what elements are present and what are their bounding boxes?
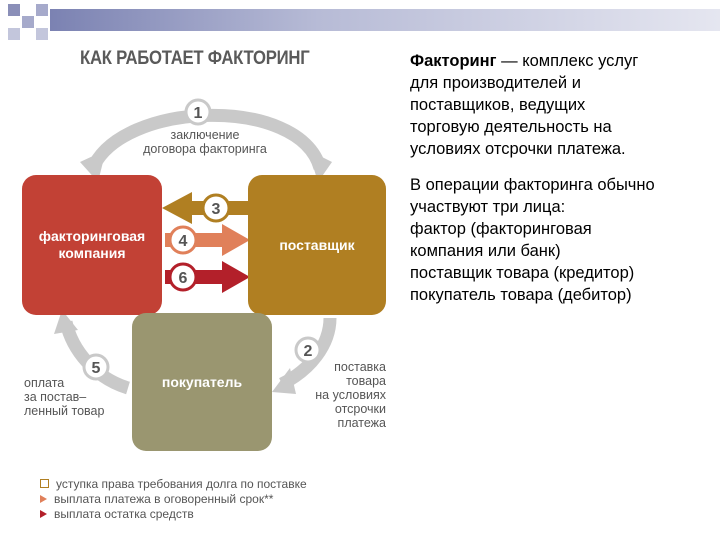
step-2-label-line: товара [346,374,386,388]
supplier-label: поставщик [279,236,355,253]
definition-line: условиях отсрочки платежа. [410,140,626,158]
step-5-label [24,376,134,418]
arrow-4-head [222,224,250,256]
step-1-label [130,128,280,156]
step-2-label [290,360,386,430]
step-5-label-line: за постав– [24,390,87,404]
step-4-number: 4 [178,233,188,250]
factor-company-box [22,175,162,315]
participants-line: компания или банк) [410,242,561,260]
definition-line: для производителей и [410,74,581,92]
definition-first-line [410,50,715,72]
legend-square-marker [40,479,49,488]
definition-paragraph [410,50,715,160]
step-5-label-line: ленный товар [24,404,105,418]
participants-line: участвуют три лица: [410,198,566,216]
factor-company-label-line1: факторинговая [38,228,146,244]
description-text [410,50,715,320]
legend-item [40,491,307,506]
arrow-6-head [222,261,250,293]
step-2-label-line: отсрочки [334,402,386,416]
buyer-label: покупатель [161,373,243,390]
legend-item-text: выплата платежа в оговоренный срок** [54,491,274,506]
legend-item [40,506,307,521]
legend-triangle-marker [40,510,47,518]
definition-rest: — комплекс услуг [496,52,639,70]
participants-paragraph [410,174,715,306]
diagram-title: КАК РАБОТАЕТ ФАКТОРИНГ [80,48,310,69]
step-5-label-line: оплата [24,376,65,390]
factor-company-label-line2: компания [58,245,126,261]
definition-term: Факторинг [410,52,497,70]
supplier-box [248,175,386,315]
step-2-label-line: поставка [334,360,386,374]
participants-line: В операции факторинга обычно [410,176,655,194]
participants-line: фактор (факторинговая [410,220,592,238]
diagram-legend [40,476,307,521]
step-5-number: 5 [91,360,101,377]
arrow-3-head [162,192,192,224]
step-1-number: 1 [193,105,203,122]
participants-line: поставщик товара (кредитор) [410,264,635,282]
step-2-label-line: на условиях [315,388,386,402]
step-3-number: 3 [211,201,221,218]
definition-line: торговую деятельность на [410,118,612,136]
legend-triangle-marker [40,495,47,503]
step-6-number: 6 [178,270,188,287]
step-1-label-line2: договора факторинга [143,142,267,156]
participants-line: покупатель товара (дебитор) [410,286,632,304]
definition-line: поставщиков, ведущих [410,96,586,114]
step-2-label-line: платежа [337,416,386,430]
step-1-label-line1: заключение [170,128,240,142]
step-2-number: 2 [303,343,313,360]
legend-item-text: уступка права требования долга по поставке [56,476,307,491]
legend-item [40,476,307,491]
buyer-box [132,313,272,451]
legend-item-text: выплата остатка средств [54,506,194,521]
